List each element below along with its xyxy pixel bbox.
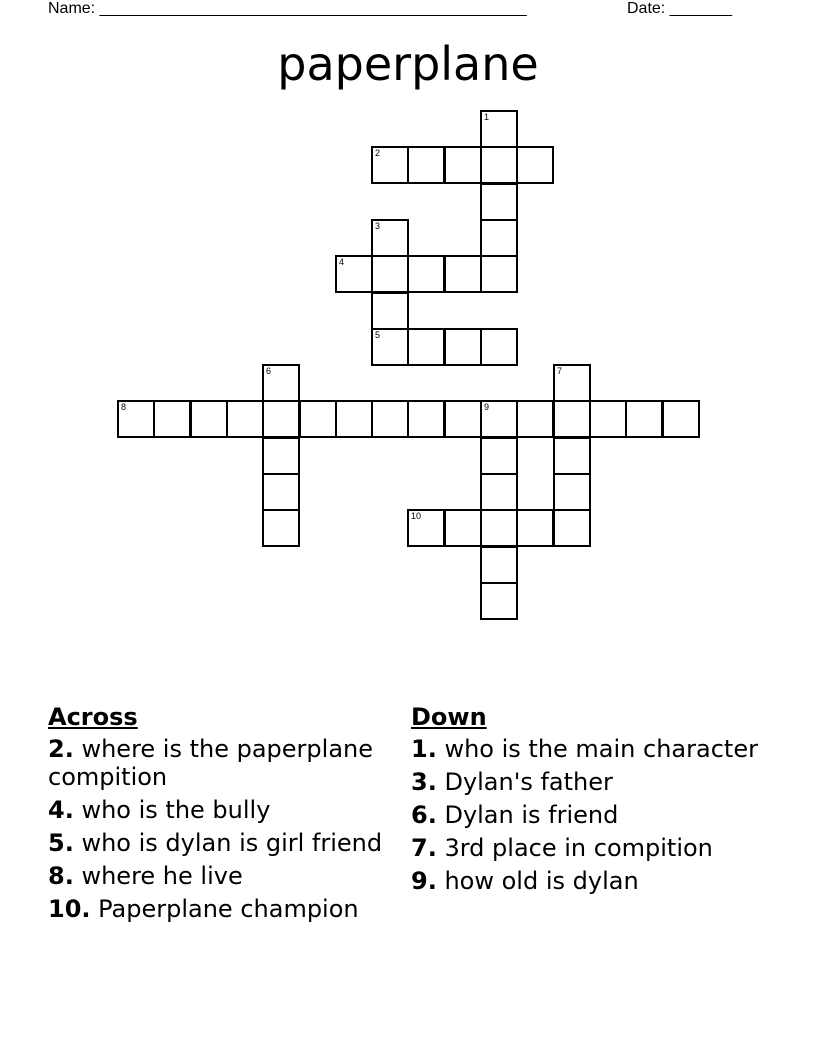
grid-cell[interactable] — [553, 437, 591, 475]
grid-cell[interactable] — [299, 400, 337, 438]
clue-across-5: 5. who is dylan is girl friend — [48, 829, 383, 857]
grid-cell[interactable] — [589, 400, 627, 438]
grid-cell[interactable] — [153, 400, 191, 438]
clue-number: 8 — [121, 402, 127, 412]
grid-cell[interactable] — [480, 110, 518, 148]
clue-number: 4 — [339, 257, 345, 267]
date-field-label: Date: _______ — [627, 0, 732, 17]
grid-cell[interactable] — [516, 400, 554, 438]
grid-cell[interactable] — [480, 546, 518, 584]
grid-cell[interactable] — [480, 582, 518, 620]
grid-cell[interactable] — [262, 473, 300, 511]
grid-cell[interactable] — [226, 400, 264, 438]
grid-cell[interactable] — [516, 146, 554, 184]
clue-number: 3 — [375, 221, 381, 231]
clue-down-3: 3. Dylan's father — [411, 768, 613, 796]
grid-cell[interactable] — [444, 328, 482, 366]
grid-cell[interactable] — [335, 400, 373, 438]
down-heading: Down — [411, 703, 487, 731]
clue-across-8: 8. where he live — [48, 862, 243, 890]
grid-cell[interactable] — [190, 400, 228, 438]
grid-cell[interactable] — [117, 400, 155, 438]
clue-number: 2 — [375, 148, 381, 158]
clue-down-6: 6. Dylan is friend — [411, 801, 619, 829]
grid-cell[interactable] — [407, 328, 445, 366]
grid-cell[interactable] — [444, 400, 482, 438]
grid-cell[interactable] — [480, 437, 518, 475]
clue-across-2: 2. where is the paperplane compition — [48, 735, 374, 791]
grid-cell[interactable] — [262, 400, 300, 438]
clue-number: 10 — [411, 511, 422, 521]
grid-cell[interactable] — [480, 146, 518, 184]
grid-cell[interactable] — [371, 292, 409, 330]
grid-cell[interactable] — [516, 509, 554, 547]
grid-cell[interactable] — [480, 183, 518, 221]
grid-cell[interactable] — [480, 328, 518, 366]
clue-number: 1 — [484, 112, 490, 122]
grid-cell[interactable] — [444, 255, 482, 293]
grid-cell[interactable] — [480, 509, 518, 547]
grid-cell[interactable] — [371, 328, 409, 366]
grid-cell[interactable] — [262, 437, 300, 475]
across-heading: Across — [48, 703, 138, 731]
grid-cell[interactable] — [480, 400, 518, 438]
clue-down-1: 1. who is the main character — [411, 735, 758, 763]
clue-across-4: 4. who is the bully — [48, 796, 271, 824]
name-field-label: Name: ________________________________________________ — [48, 0, 527, 17]
grid-cell[interactable] — [553, 473, 591, 511]
grid-cell[interactable] — [480, 219, 518, 257]
grid-cell[interactable] — [444, 509, 482, 547]
grid-cell[interactable] — [553, 364, 591, 402]
clue-number: 9 — [484, 402, 490, 412]
grid-cell[interactable] — [262, 509, 300, 547]
grid-cell[interactable] — [480, 473, 518, 511]
clue-number: 5 — [375, 330, 381, 340]
grid-cell[interactable] — [371, 255, 409, 293]
grid-cell[interactable] — [625, 400, 663, 438]
clue-across-10: 10. Paperplane champion — [48, 895, 359, 923]
grid-cell[interactable] — [407, 400, 445, 438]
clue-down-7: 7. 3rd place in compition — [411, 834, 713, 862]
down-clues — [411, 703, 771, 900]
grid-cell[interactable] — [553, 509, 591, 547]
page-title: paperplane — [277, 37, 539, 91]
grid-cell[interactable] — [444, 146, 482, 184]
grid-cell[interactable] — [407, 255, 445, 293]
grid-cell[interactable] — [407, 146, 445, 184]
grid-cell[interactable] — [407, 509, 445, 547]
grid-cell[interactable] — [480, 255, 518, 293]
clue-down-9: 9. how old is dylan — [411, 867, 639, 895]
grid-cell[interactable] — [335, 255, 373, 293]
grid-cell[interactable] — [371, 219, 409, 257]
grid-cell[interactable] — [371, 400, 409, 438]
clue-number: 7 — [557, 366, 563, 376]
grid-cell[interactable] — [553, 400, 591, 438]
grid-cell[interactable] — [262, 364, 300, 402]
grid-cell[interactable] — [662, 400, 700, 438]
across-clues — [48, 703, 388, 928]
grid-cell[interactable] — [371, 146, 409, 184]
clue-number: 6 — [266, 366, 272, 376]
